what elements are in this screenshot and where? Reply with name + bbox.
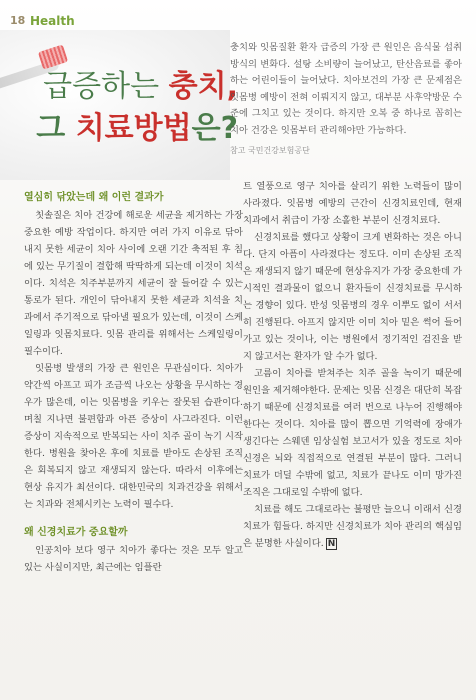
title-line-2-prefix: 그	[36, 111, 66, 146]
title-line-1-accent: 충치,	[168, 69, 238, 104]
title-line-2-suffix: 은?	[191, 111, 238, 146]
right-column	[243, 178, 462, 552]
end-mark: N	[327, 539, 336, 549]
paragraph-7-text: 치료를 해도 그대로라는 불평만 늘으니 이래서 신경치료가 힘들다. 하지만 신경치료가 치아 관리의 핵심임은 분명한 사실이다.	[243, 504, 462, 549]
subheading-2: 왜 신경치료가 중요할까	[24, 527, 128, 538]
section-label: Health	[30, 14, 75, 28]
source-note: 참고 국민건강보험공단	[230, 146, 310, 155]
spacer	[24, 513, 243, 523]
title-line-1-prefix: 급증하는	[43, 69, 160, 104]
paragraph-5: 신경치료를 했다고 상황이 크게 변화하는 것은 아니다. 단지 아픔이 사라졌다는 정도다. 이미 손상된 조직은 재생되지 않기 때문에 현상유지가 가장 중요한데 가시적인 결과물이 없으니 환자들이 신경치료를 무시하는 경향이 있다. 반성 잇몸병의 경우 이뿌도 없이 서서히 진행된다. 아프지 않지만 이미 치아 밑은 썩어 들어가고 있는 것이나, 이는 병원에서 정기적인 검진을 받지 않고서는 환자가 알 수가 없다.	[243, 232, 462, 362]
intro-box	[230, 40, 462, 160]
paragraph-1: 칫솔질은 치아 건강에 해로운 세균을 제거하는 가장 중요한 예방 작업이다. 하지만 여러 가지 이유로 닦아내지 못한 세균이 치아 사이에 오랜 기간 축적된 후 침에 있는 무기질이 결합해 딱딱하게 되는데 이것이 치석이다. 치석은 치주부분까지 세균이 잘 들어갈 수 있는 통로가 된다. 개인이 닦아내지 못한 세균과 치석을 치과에서 주기적으로 닦아낼 필요가 있는데, 이것이 스케일링과 잇몸치료다. 잇몸 관리를 위해서는 스케일링이 필수이다.	[24, 210, 243, 357]
paragraph-4: 트 열풍으로 영구 치아를 살리기 위한 노력들이 많이 사라졌다. 잇몸병 예방의 근간이 신경치료인데, 현재 치과에서 취급이 가장 소홀한 부분이 신경치료다.	[243, 181, 462, 226]
intro-text: 충치와 잇몸질환 환자 급증의 가장 큰 원인은 음식물 섭취 방식의 변화다. 설탕 소비량이 늘어났고, 탄산음료를 좋아하는 어린이들이 늘어났다. 치아보건의 가장 큰 문제점은 잇몸병 예방이 전혀 이뤄지지 않고, 대부분 사후약방문 수준에 그치고 있는 것이다. 하지만 오복 중 하나로 꼽히는 치아 건강은 잇몸부터 관리해야만 가능하다.	[230, 42, 462, 136]
paragraph-3: 인공치아 보다 영구 치아가 좋다는 것은 모두 알고 있는 사실이지만, 최근에는 임플란	[24, 545, 243, 573]
paragraph-2: 잇몸병 발생의 가장 큰 원인은 무관심이다. 치아가 약간씩 아프고 피가 조금씩 나오는 상황을 무시하는 경우가 많은데, 이는 잇몸병을 키우는 잘못된 습관이다. 며칠 지나면 불편함과 아픈 증상이 사그라진다. 이런 증상이 지속적으로 반복되는 사이 치주 골이 녹기 시작한다. 병원을 찾아온 후에 치료를 받아도 손상된 조직은 회복되지 않고 재생되지 않는다. 따라서 이후에는 현상 유지가 최선이다. 대한민국의 치과건강을 위해서는 치과와 전체시키는 노력이 필수다.	[24, 363, 243, 510]
paragraph-6: 고름이 치아를 받쳐주는 치주 골을 녹이기 때문에 원인을 제거해야한다. 문제는 잇몸 신경은 대단히 복잡하기 때문에 신경치료를 여러 번으로 나누어 진행해야 한다는 것이다. 치아를 많이 뽑으면 기억력에 장애가 생긴다는 스웨덴 임상실험 보고서가 있을 정도로 치아신경은 뇌와 직접적으로 연결된 부분이 많다. 그러니 치료가 더딜 수밖에 없고, 치료가 끝나도 이미 망가진 조직은 그대로일 수밖에 없다.	[243, 368, 462, 498]
title-line-2	[28, 108, 238, 150]
paragraph-7	[243, 501, 462, 552]
left-column	[24, 188, 243, 576]
article-title	[28, 66, 238, 150]
title-line-2-accent: 치료방법	[75, 111, 192, 146]
page-number: 18	[10, 14, 26, 27]
title-line-1	[28, 66, 238, 108]
subheading-1: 열심히 닦았는데 왜 이런 결과가	[24, 192, 164, 203]
